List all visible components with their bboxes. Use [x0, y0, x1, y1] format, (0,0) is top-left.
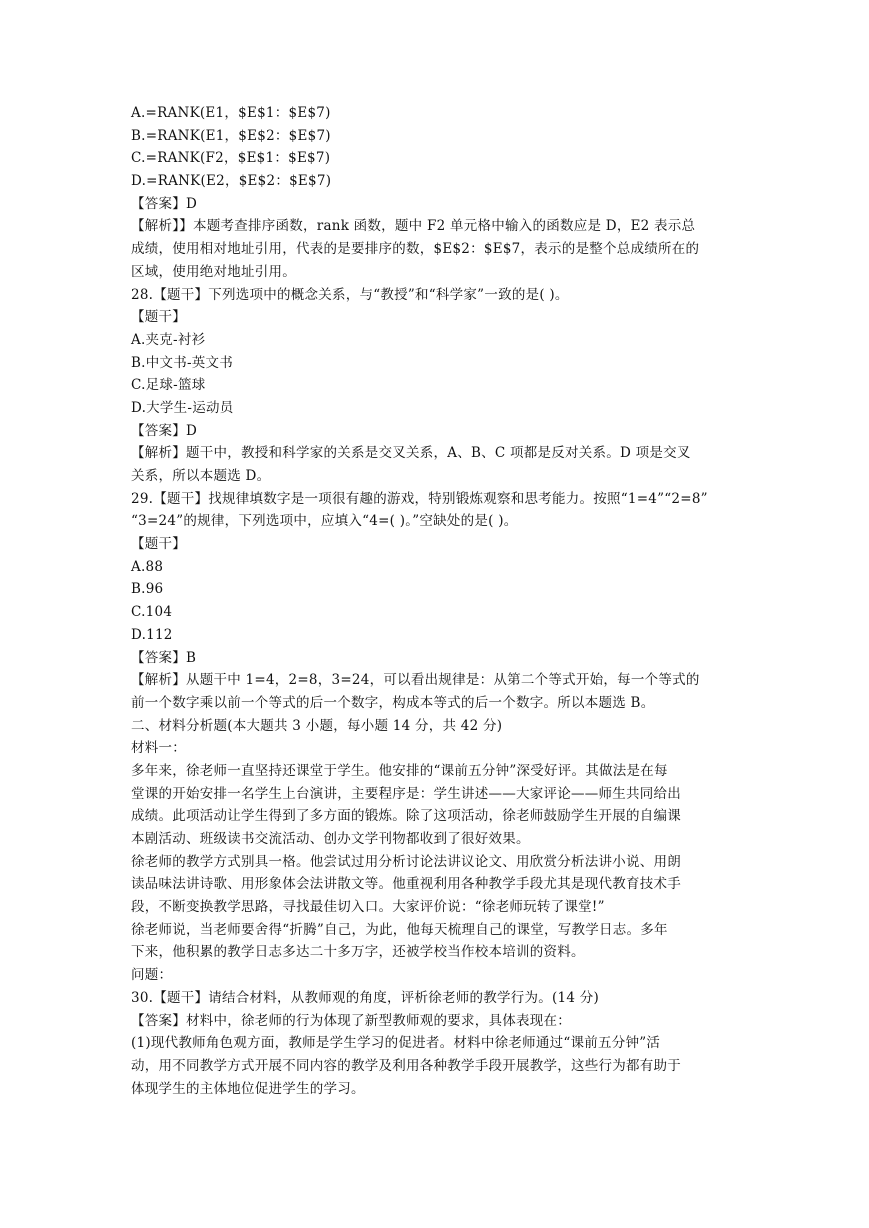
material-paragraph-line: 段，不断变换教学思路，寻找最佳切入口。大家评价说：“徐老师玩转了课堂!”	[131, 899, 605, 916]
analysis-line: 关系，所以本题选 D。	[131, 468, 271, 484]
option-d-line: D.大学生-运动员	[131, 399, 234, 416]
answer-detail-line: 体现学生的主体地位促进学生的学习。	[131, 1080, 365, 1097]
section-heading: 二、材料分析题(本大题共 3 小题，每小题 14 分，共 42 分)	[131, 717, 503, 734]
question-28-line: 28.【题干】下列选项中的概念关系，与“教授”和“科学家”一致的是( )。	[131, 286, 569, 303]
material-paragraph-line: 徐老师说，当老师要舍得“折腾”自己，为此，他每天梳理自己的课堂，写教学日志。多年	[131, 921, 668, 938]
material-paragraph-line: 成绩。此项活动让学生得到了多方面的锻炼。除了这项活动，徐老师鼓励学生开展的自编课	[131, 808, 681, 825]
answer-line: 【答案】B	[131, 649, 197, 666]
option-b-line: B.96	[131, 581, 164, 598]
answer-line: 【答案】材料中，徐老师的行为体现了新型教师观的要求，具体表现在：	[131, 1012, 571, 1029]
material-paragraph-line: 徐老师的教学方式别具一格。他尝试过用分析讨论法讲议论文、用欣赏分析法讲小说、用朗	[131, 853, 681, 870]
answer-detail-line: (1)现代教师角色观方面，教师是学生学习的促进者。材料中徐老师通过“课前五分钟”活	[131, 1035, 661, 1052]
analysis-line: 【解析】从题干中 1=4，2=8，3=24，可以看出规律是：从第二个等式开始，每一个等式的	[131, 672, 700, 689]
analysis-line: 区域，使用绝对地址引用。	[131, 263, 296, 280]
stem-label-line: 【题干】	[131, 536, 186, 553]
material-paragraph-line: 下来，他积累的教学日志多达二十多万字，还被学校当作校本培训的资料。	[131, 944, 585, 961]
option-a-line: A.=RANK(E1，$E$1：$E$7)	[131, 105, 331, 121]
stem-label-line: 【题干】	[131, 309, 186, 326]
option-b-line: B.中文书-英文书	[131, 354, 234, 371]
option-c-line: C.足球-篮球	[131, 377, 206, 394]
material-paragraph-line: 堂课的开始安排一名学生上台演讲，主要程序是：学生讲述——大家评论——师生共同给出	[131, 785, 681, 802]
question-label: 问题：	[131, 967, 173, 984]
option-a-line: A.夹克-衬衫	[131, 331, 206, 348]
material-label: 材料一：	[131, 740, 186, 757]
question-29-line: “3=24”的规律，下列选项中，应填入“4=( )。”空缺处的是( )。	[131, 513, 518, 530]
analysis-line: 【解析】】本题考查排序函数，rank 函数，题中 F2 单元格中输入的函数应是 D，E2 表示总	[131, 218, 696, 235]
material-paragraph-line: 多年来，徐老师一直坚持还课堂于学生。他安排的“课前五分钟”深受好评。其做法是在每	[131, 762, 668, 779]
answer-detail-line: 动，用不同教学方式开展不同内容的教学及利用各种教学手段开展教学，这些行为都有助于	[131, 1057, 681, 1074]
answer-line: 【答案】D	[131, 195, 198, 212]
analysis-line: 【解析】题干中，教授和科学家的关系是交叉关系，A、B、C 项都是反对关系。D 项是交叉	[131, 445, 691, 462]
option-c-line: C.104	[131, 604, 173, 621]
option-a-line: A.88	[131, 558, 164, 575]
document-body	[131, 102, 771, 1100]
question-30-line: 30.【题干】请结合材料，从教师观的角度，评析徐老师的教学行为。(14 分)	[131, 989, 599, 1006]
material-paragraph-line: 读品味法讲诗歌、用形象体会法讲散文等。他重视利用各种教学手段尤其是现代教育技术手	[131, 876, 681, 893]
question-29-line: 29.【题干】找规律填数字是一项很有趣的游戏，特别锻炼观察和思考能力。按照“1=4”“2=8”	[131, 490, 708, 507]
option-d-line: D.112	[131, 626, 173, 643]
analysis-line: 成绩，使用相对地址引用，代表的是要排序的数，$E$2：$E$7，表示的是整个总成绩所在的	[131, 241, 700, 258]
analysis-line: 前一个数字乘以前一个等式的后一个数字，构成本等式的后一个数字。所以本题选 B。	[131, 694, 655, 711]
option-b-line: B.=RANK(E1，$E$2：$E$7)	[131, 127, 331, 144]
answer-line: 【答案】D	[131, 422, 198, 439]
material-paragraph-line: 本剧活动、班级读书交流活动、创办文学刊物都收到了很好效果。	[131, 831, 530, 847]
option-d-line: D.=RANK(E2，$E$2：$E$7)	[131, 173, 332, 190]
option-c-line: C.=RANK(F2，$E$1：$E$7)	[131, 150, 331, 167]
